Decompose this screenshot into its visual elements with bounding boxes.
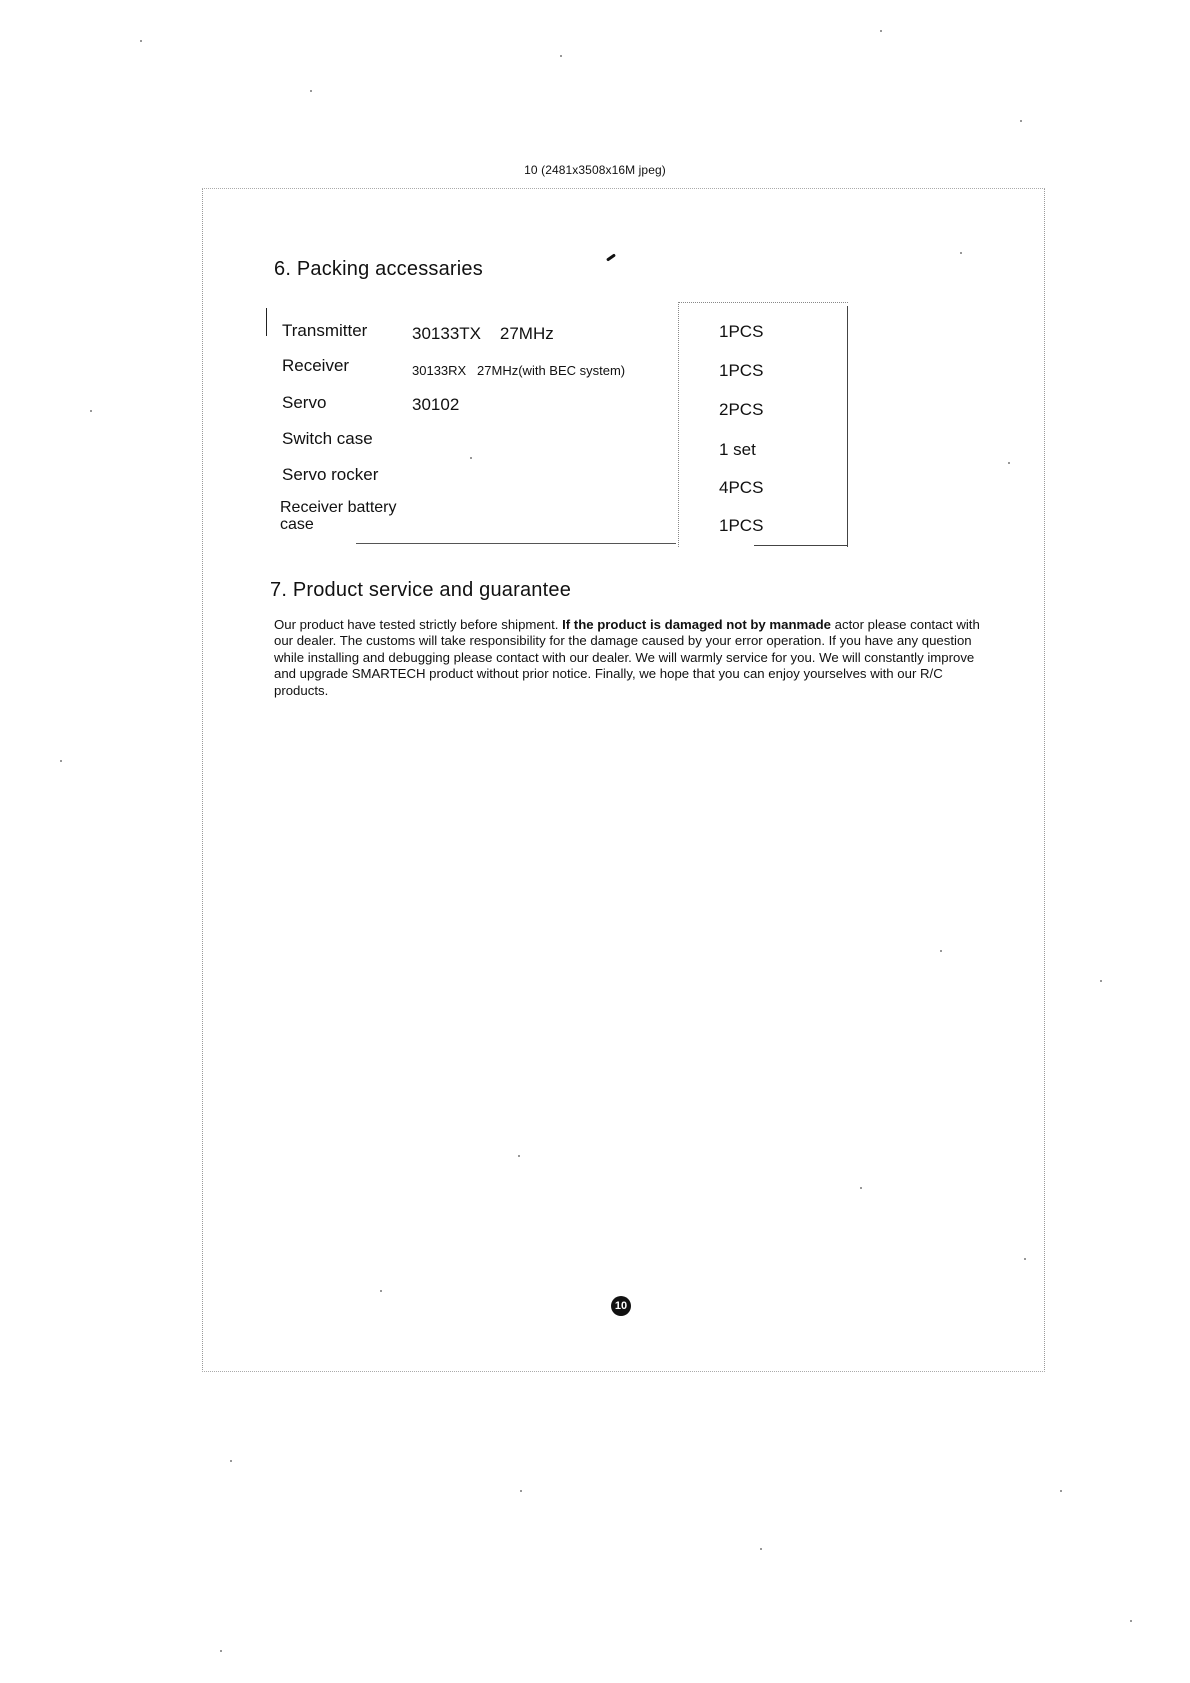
- row-qty: 2PCS: [719, 400, 764, 419]
- scan-caption: 10 (2481x3508x16M jpeg): [524, 163, 666, 177]
- table-divider: [678, 302, 679, 547]
- table-bottom-rule-right: [754, 545, 847, 546]
- row-qty: 1 set: [719, 440, 756, 459]
- row-name: Transmitter: [282, 321, 368, 340]
- table-bottom-rule: [356, 543, 676, 544]
- row-name: Receiver battery case: [280, 499, 397, 533]
- guarantee-text-1: Our product have tested strictly before shipment.: [274, 617, 563, 632]
- row-name: Receiver: [282, 356, 350, 375]
- row-name: Servo: [282, 393, 327, 412]
- row-qty: 1PCS: [719, 361, 764, 380]
- row-qty: 1PCS: [719, 322, 764, 341]
- guarantee-paragraph: [274, 617, 994, 699]
- row-spec: 30133TX 27MHz: [412, 324, 554, 343]
- table-right-rule: [847, 306, 848, 547]
- row-spec: 30133RX 27MHz(with BEC system): [412, 363, 626, 378]
- table-left-rule: [266, 308, 267, 336]
- row-spec: 30102: [412, 395, 460, 414]
- table-top-rule: [678, 302, 848, 303]
- row-qty: 1PCS: [719, 516, 764, 535]
- row-qty: 4PCS: [719, 478, 764, 497]
- guarantee-text-2: actor please contact with our dealer. The customs will take responsibility for the damage caused by your error operation. If you have any question while installing and debugging please contact with our dealer. We will warmly service for you. We will constantly improve and upgrade SMARTECH product without prior notice. Finally, we hope that you can enjoy yourselves with our R/C products.: [274, 617, 980, 698]
- page-number-badge: 10: [611, 1296, 631, 1316]
- row-name: Switch case: [282, 429, 373, 448]
- section-6-title: 6. Packing accessaries: [274, 258, 483, 280]
- guarantee-text-bold: If the product is damaged not by manmade: [562, 617, 831, 632]
- row-name: Servo rocker: [282, 465, 379, 484]
- section-7-title: 7. Product service and guarantee: [270, 579, 572, 601]
